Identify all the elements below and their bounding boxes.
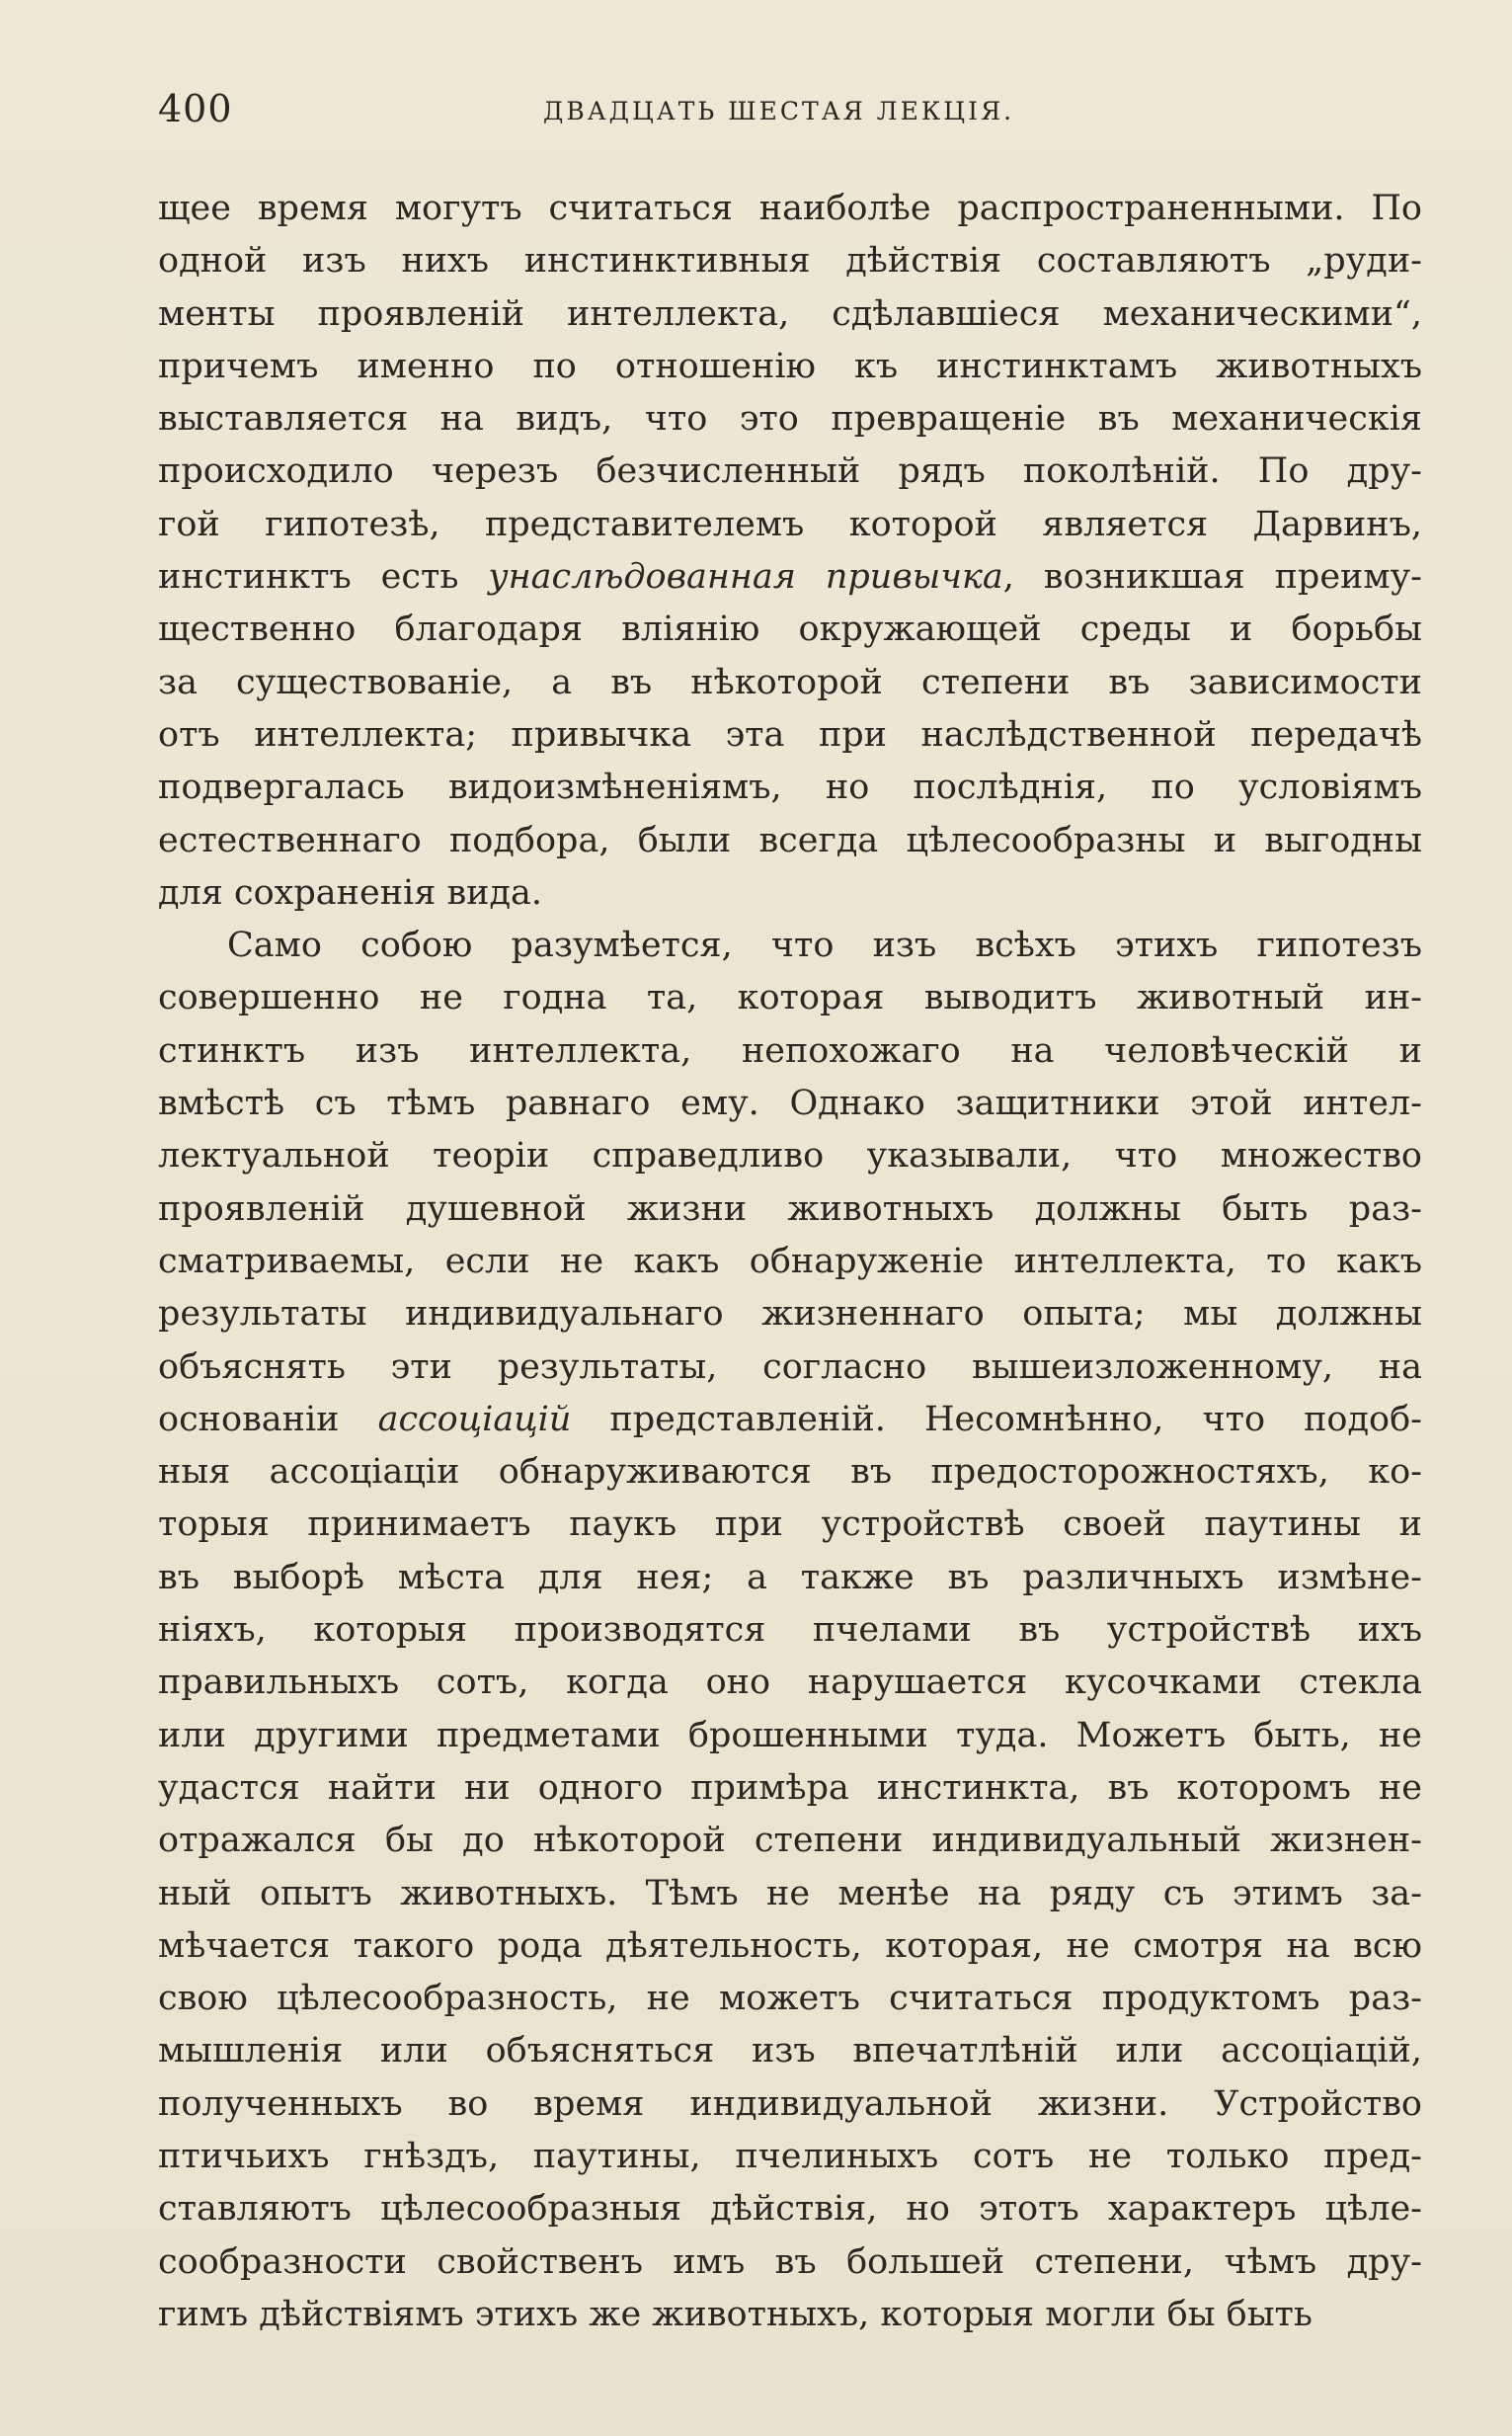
text-segment: торыя принимаетъ паукъ при устройствѣ своей паутины и	[158, 1504, 1422, 1545]
text-line	[158, 2078, 1422, 2131]
text-segment: ныя ассоціаціи обнаруживаются въ предосторожностяхъ, ко-	[158, 1452, 1422, 1493]
text-segment: одной изъ нихъ инстинктивныя дѣйствія составляютъ „руди-	[158, 241, 1422, 282]
text-line	[158, 183, 1422, 235]
text-line	[158, 1183, 1422, 1236]
text-segment: мѣчается такого рода дѣятельность, которая, не смотря на всю	[158, 1925, 1422, 1966]
text-segment: объяснять эти результаты, согласно вышеизложенному, на	[158, 1346, 1422, 1387]
text-line	[158, 446, 1422, 498]
text-segment: подвергалась видоизмѣненіямъ, но послѣднія, по условіямъ	[158, 768, 1422, 808]
text-segment: сообразности свойственъ имъ въ большей степени, чѣмъ дру-	[158, 2241, 1422, 2282]
text-segment: для сохраненія вида.	[158, 872, 543, 913]
text-segment: Само собою разумѣется, что изъ всѣхъ этихъ гипотезъ	[227, 926, 1422, 966]
text-segment: лектуальной теоріи справедливо указывали, что множество	[158, 1136, 1422, 1177]
text-line	[158, 1394, 1422, 1446]
text-segment: щее время могутъ считаться наиболѣе распространенными. По	[158, 189, 1422, 228]
text-line	[158, 1025, 1422, 1078]
text-segment: естественнаго подбора, были всегда цѣлесообразны и выгодны	[158, 820, 1422, 860]
text-line	[158, 2183, 1422, 2235]
text-segment: основаніи	[158, 1399, 378, 1439]
text-segment: гой гипотезѣ, представителемъ которой является Дарвинъ,	[158, 504, 1422, 544]
text-segment: щественно благодаря вліянію окружающей среды и борьбы	[158, 609, 1422, 650]
text-segment: совершенно не годна та, которая выводитъ животный ин-	[158, 978, 1422, 1018]
text-segment: отъ интеллекта; привычка эта при наслѣдственной передачѣ	[158, 714, 1422, 755]
text-line	[158, 657, 1422, 709]
text-line	[158, 1762, 1422, 1815]
text-line	[158, 341, 1422, 393]
text-segment: свою цѣлесообразность, не можетъ считаться продуктомъ раз-	[158, 1979, 1422, 2019]
text-segment: удастся найти ни одного примѣра инстинкта, въ которомъ не	[158, 1767, 1422, 1808]
text-segment: выставляется на видъ, что это превращеніе въ механическія	[158, 399, 1422, 440]
emphasized-text: ассоціацій	[377, 1399, 572, 1439]
text-segment: правильныхъ сотъ, когда оно нарушается кусочками стекла	[158, 1663, 1422, 1703]
text-line	[158, 235, 1422, 287]
text-segment: ный опытъ животныхъ. Тѣмъ не менѣе на ряду съ этимъ за-	[158, 1873, 1422, 1913]
text-line	[158, 1815, 1422, 1867]
page-number: 400	[158, 87, 233, 130]
text-segment: или другими предметами брошенными туда. Можетъ быть, не	[158, 1715, 1422, 1755]
text-segment: происходило черезъ безчисленный рядъ поколѣній. По дру-	[158, 451, 1422, 492]
text-line	[158, 1657, 1422, 1709]
text-segment: причемъ именно по отношенію къ инстинктамъ животныхъ	[158, 346, 1422, 386]
text-segment: сматриваемы, если не какъ обнаруженіе интеллекта, то какъ	[158, 1241, 1422, 1281]
text-line	[158, 815, 1422, 867]
text-segment: отражался бы до нѣкоторой степени индивидуальный жизнен-	[158, 1821, 1422, 1861]
text-segment: гимъ дѣйствіямъ этихъ же животныхъ, которыя могли бы быть	[158, 2294, 1313, 2334]
text-line	[158, 1446, 1422, 1499]
text-segment: стинктъ изъ интеллекта, непохожаго на человѣческій и	[158, 1030, 1422, 1071]
text-line	[158, 1236, 1422, 1288]
text-segment: менты проявленій интеллекта, сдѣлавшіеся механическими“,	[158, 293, 1422, 334]
text-line	[158, 393, 1422, 446]
text-segment: , возникшая преиму-	[1002, 557, 1422, 598]
text-segment: представленій. Несомнѣнно, что подоб-	[571, 1399, 1422, 1439]
text-segment: за существованіе, а въ нѣкоторой степени въ зависимости	[158, 662, 1422, 702]
emphasized-text: унаслѣдованная привычка	[488, 557, 1003, 598]
page-header	[158, 87, 1422, 136]
text-line	[158, 2131, 1422, 2183]
text-line	[158, 1868, 1422, 1920]
text-line	[158, 1604, 1422, 1657]
text-line	[158, 2236, 1422, 2289]
text-line	[158, 499, 1422, 551]
text-line	[158, 709, 1422, 762]
text-segment: вмѣстѣ съ тѣмъ равнаго ему. Однако защитники этой интел-	[158, 1084, 1422, 1124]
text-segment: въ выборѣ мѣста для нея; а также въ различныхъ измѣне-	[158, 1557, 1422, 1597]
text-segment: ставляютъ цѣлесообразныя дѣйствія, но этотъ характеръ цѣле-	[158, 2189, 1422, 2230]
text-segment: птичьихъ гнѣздъ, паутины, пчелиныхъ сотъ не только пред-	[158, 2136, 1422, 2176]
text-line	[158, 1499, 1422, 1551]
text-line	[158, 1920, 1422, 1973]
text-line	[158, 1552, 1422, 1604]
text-segment: проявленій душевной жизни животныхъ должны быть раз-	[158, 1188, 1422, 1229]
text-line	[158, 1973, 1422, 2025]
text-line	[158, 1078, 1422, 1130]
body-text	[158, 183, 1422, 2341]
text-line	[158, 604, 1422, 656]
text-line	[158, 867, 1422, 920]
text-line	[158, 288, 1422, 341]
text-segment: результаты индивидуальнаго жизненнаго опыта; мы должны	[158, 1294, 1422, 1335]
text-segment: инстинктъ есть	[158, 557, 489, 598]
text-line	[158, 762, 1422, 814]
text-line	[158, 920, 1422, 972]
text-segment: ніяхъ, которыя производятся пчелами въ устройствѣ ихъ	[158, 1610, 1422, 1651]
text-line	[158, 551, 1422, 604]
text-segment: мышленія или объясняться изъ впечатлѣній или ассоціацій,	[158, 2031, 1422, 2071]
running-title: ДВАДЦАТЬ ШЕСТАЯ ЛЕКЦІЯ.	[543, 97, 1015, 125]
text-segment: полученныхъ во время индивидуальной жизни. Устройство	[158, 2083, 1422, 2124]
text-line	[158, 1288, 1422, 1340]
text-line	[158, 1710, 1422, 1762]
text-line	[158, 1130, 1422, 1182]
text-line	[158, 2025, 1422, 2077]
text-line	[158, 1341, 1422, 1394]
text-line	[158, 2289, 1422, 2341]
text-line	[158, 972, 1422, 1024]
